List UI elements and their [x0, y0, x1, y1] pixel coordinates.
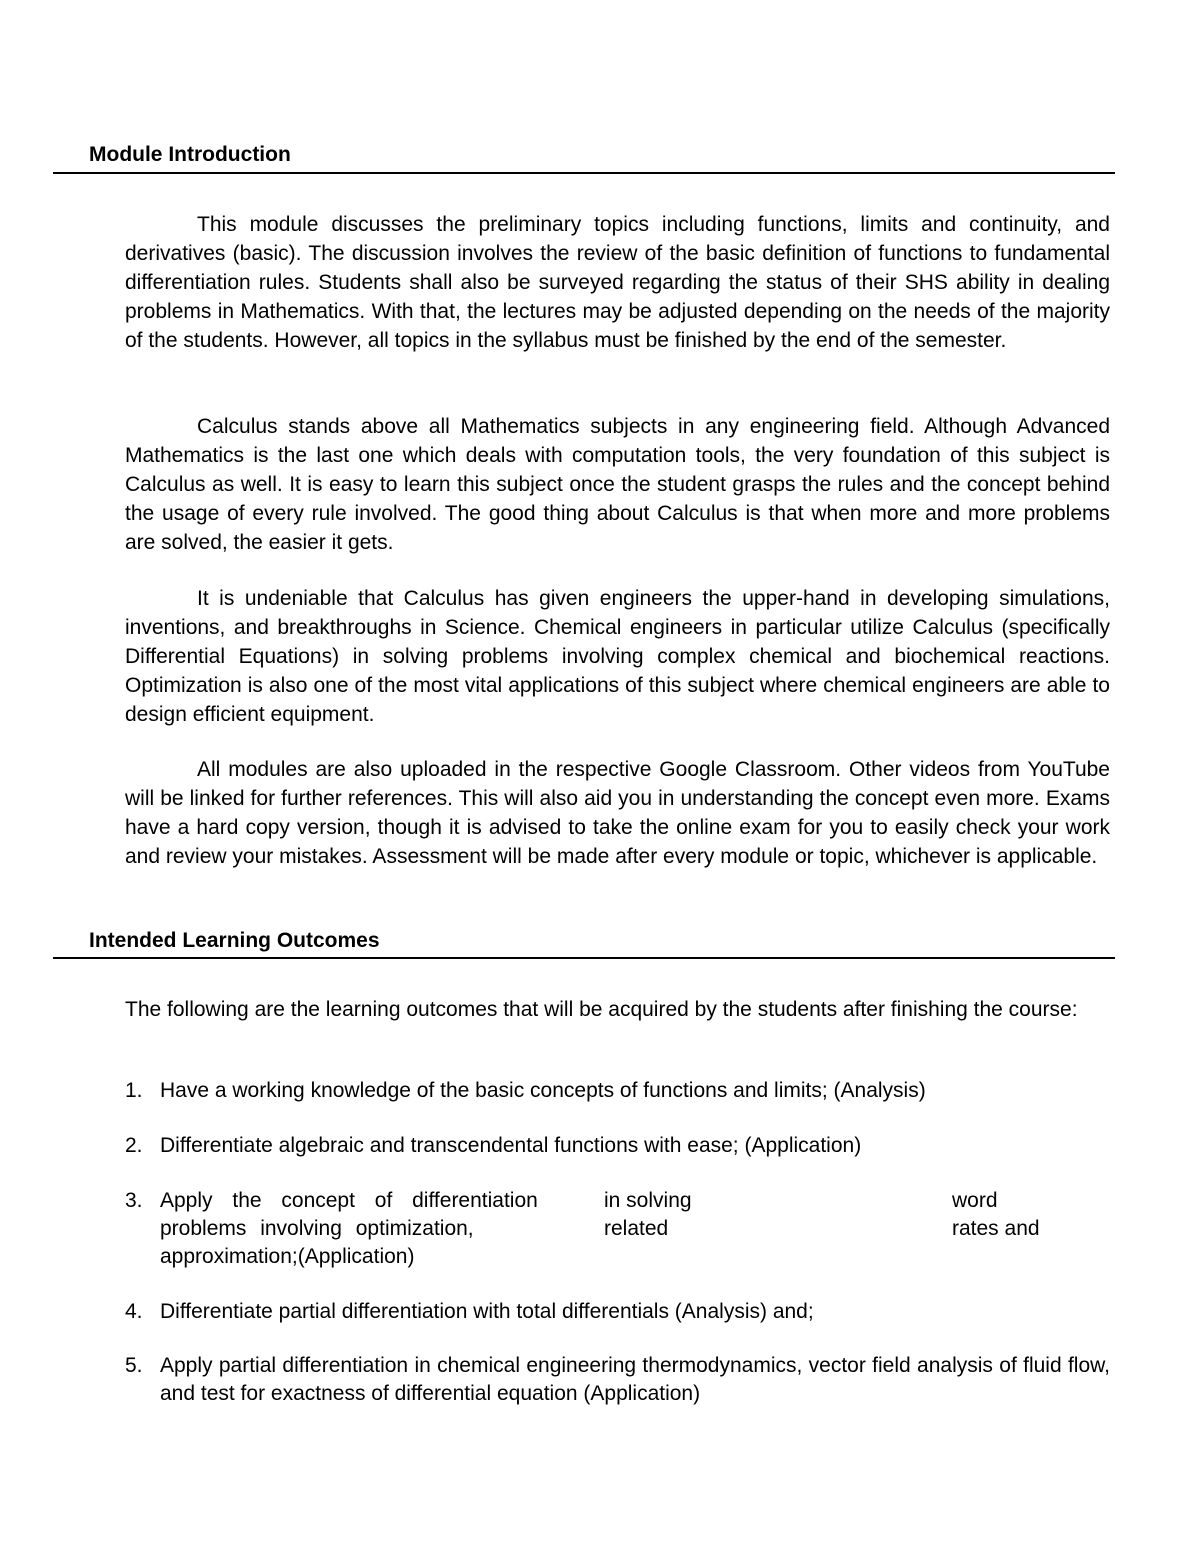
outcome-number: 4.: [125, 1300, 143, 1323]
outcome-fragment: in solving: [604, 1189, 692, 1212]
outcome-number: 2.: [125, 1134, 143, 1157]
outcome-text: Differentiate algebraic and transcendental functions with ease; (Application): [160, 1134, 862, 1157]
outcome-fragment: Apply the concept of differentiation: [160, 1189, 538, 1212]
outcome-number: 1.: [125, 1079, 143, 1102]
intro-paragraph-3: It is undeniable that Calculus has given engineers the upper-hand in developing simulations, inventions, and breakthroughs in Science. Chemical engineers in particular utilize Calculus (specifically Differential Equations) in solving problems involving complex chemical and biochemical reactions. Optimization is also one of the most vital applications of this subject where chemical engineers are able to design efficient equipment.: [125, 587, 1110, 726]
outcome-number: 3.: [125, 1189, 143, 1212]
module-introduction-heading: Module Introduction: [89, 143, 291, 166]
outcome-fragment: problems involving optimization,: [160, 1217, 474, 1240]
outcome-text: Have a working knowledge of the basic concepts of functions and limits; (Analysis): [160, 1079, 926, 1102]
outcome-item: [125, 1077, 1110, 1105]
outcome-item: [125, 1352, 1110, 1408]
outcome-number: 5.: [125, 1354, 143, 1377]
intro-paragraph-2: Calculus stands above all Mathematics subjects in any engineering field. Although Advanced Mathematics is the last one which deals with computation tools, the very foundation of this subject is Calculus as well. It is easy to learn this subject once the student grasps the rules and the concept behind the usage of every rule involved. The good thing about Calculus is that when more and more problems are solved, the easier it gets.: [125, 415, 1110, 554]
outcome-item: [125, 1187, 1110, 1271]
outcome-fragment: related: [604, 1217, 669, 1240]
learning-outcomes-heading: Intended Learning Outcomes: [89, 929, 380, 952]
heading-divider: [53, 172, 1115, 174]
outcome-item: [125, 1298, 1110, 1326]
outcome-text: [160, 1187, 1110, 1243]
intro-paragraph-1: This module discusses the preliminary topics including functions, limits and continuity, and derivatives (basic). The discussion involves the review of the basic definition of functions to fundamental differentiation rules. Students shall also be surveyed regarding the status of their SHS ability in dealing problems in Mathematics. With that, the lectures may be adjusted depending on the needs of the majority of the students. However, all topics in the syllabus must be finished by the end of the semester.: [125, 213, 1110, 352]
outcome-text: Differentiate partial differentiation with total differentials (Analysis) and;: [160, 1300, 814, 1323]
intro-paragraph-4: All modules are also uploaded in the respective Google Classroom. Other videos from YouTube will be linked for further references. This will also aid you in understanding the concept even more. Exams have a hard copy version, though it is advised to take the online exam for you to easily check your work and review your mistakes. Assessment will be made after every module or topic, whichever is applicable.: [125, 758, 1110, 868]
heading-divider: [53, 957, 1115, 959]
outcomes-lead: The following are the learning outcomes that will be acquired by the students after finishing the course:: [125, 998, 1078, 1021]
outcome-item: [125, 1132, 1110, 1160]
outcome-text: Apply partial differentiation in chemical engineering thermodynamics, vector field analysis of fluid flow, and test for exactness of differential equation (Application): [160, 1354, 1110, 1405]
outcome-fragment: rates and: [952, 1217, 1040, 1240]
outcome-fragment: word: [952, 1189, 998, 1212]
outcome-fragment: approximation;(Application): [160, 1245, 415, 1268]
